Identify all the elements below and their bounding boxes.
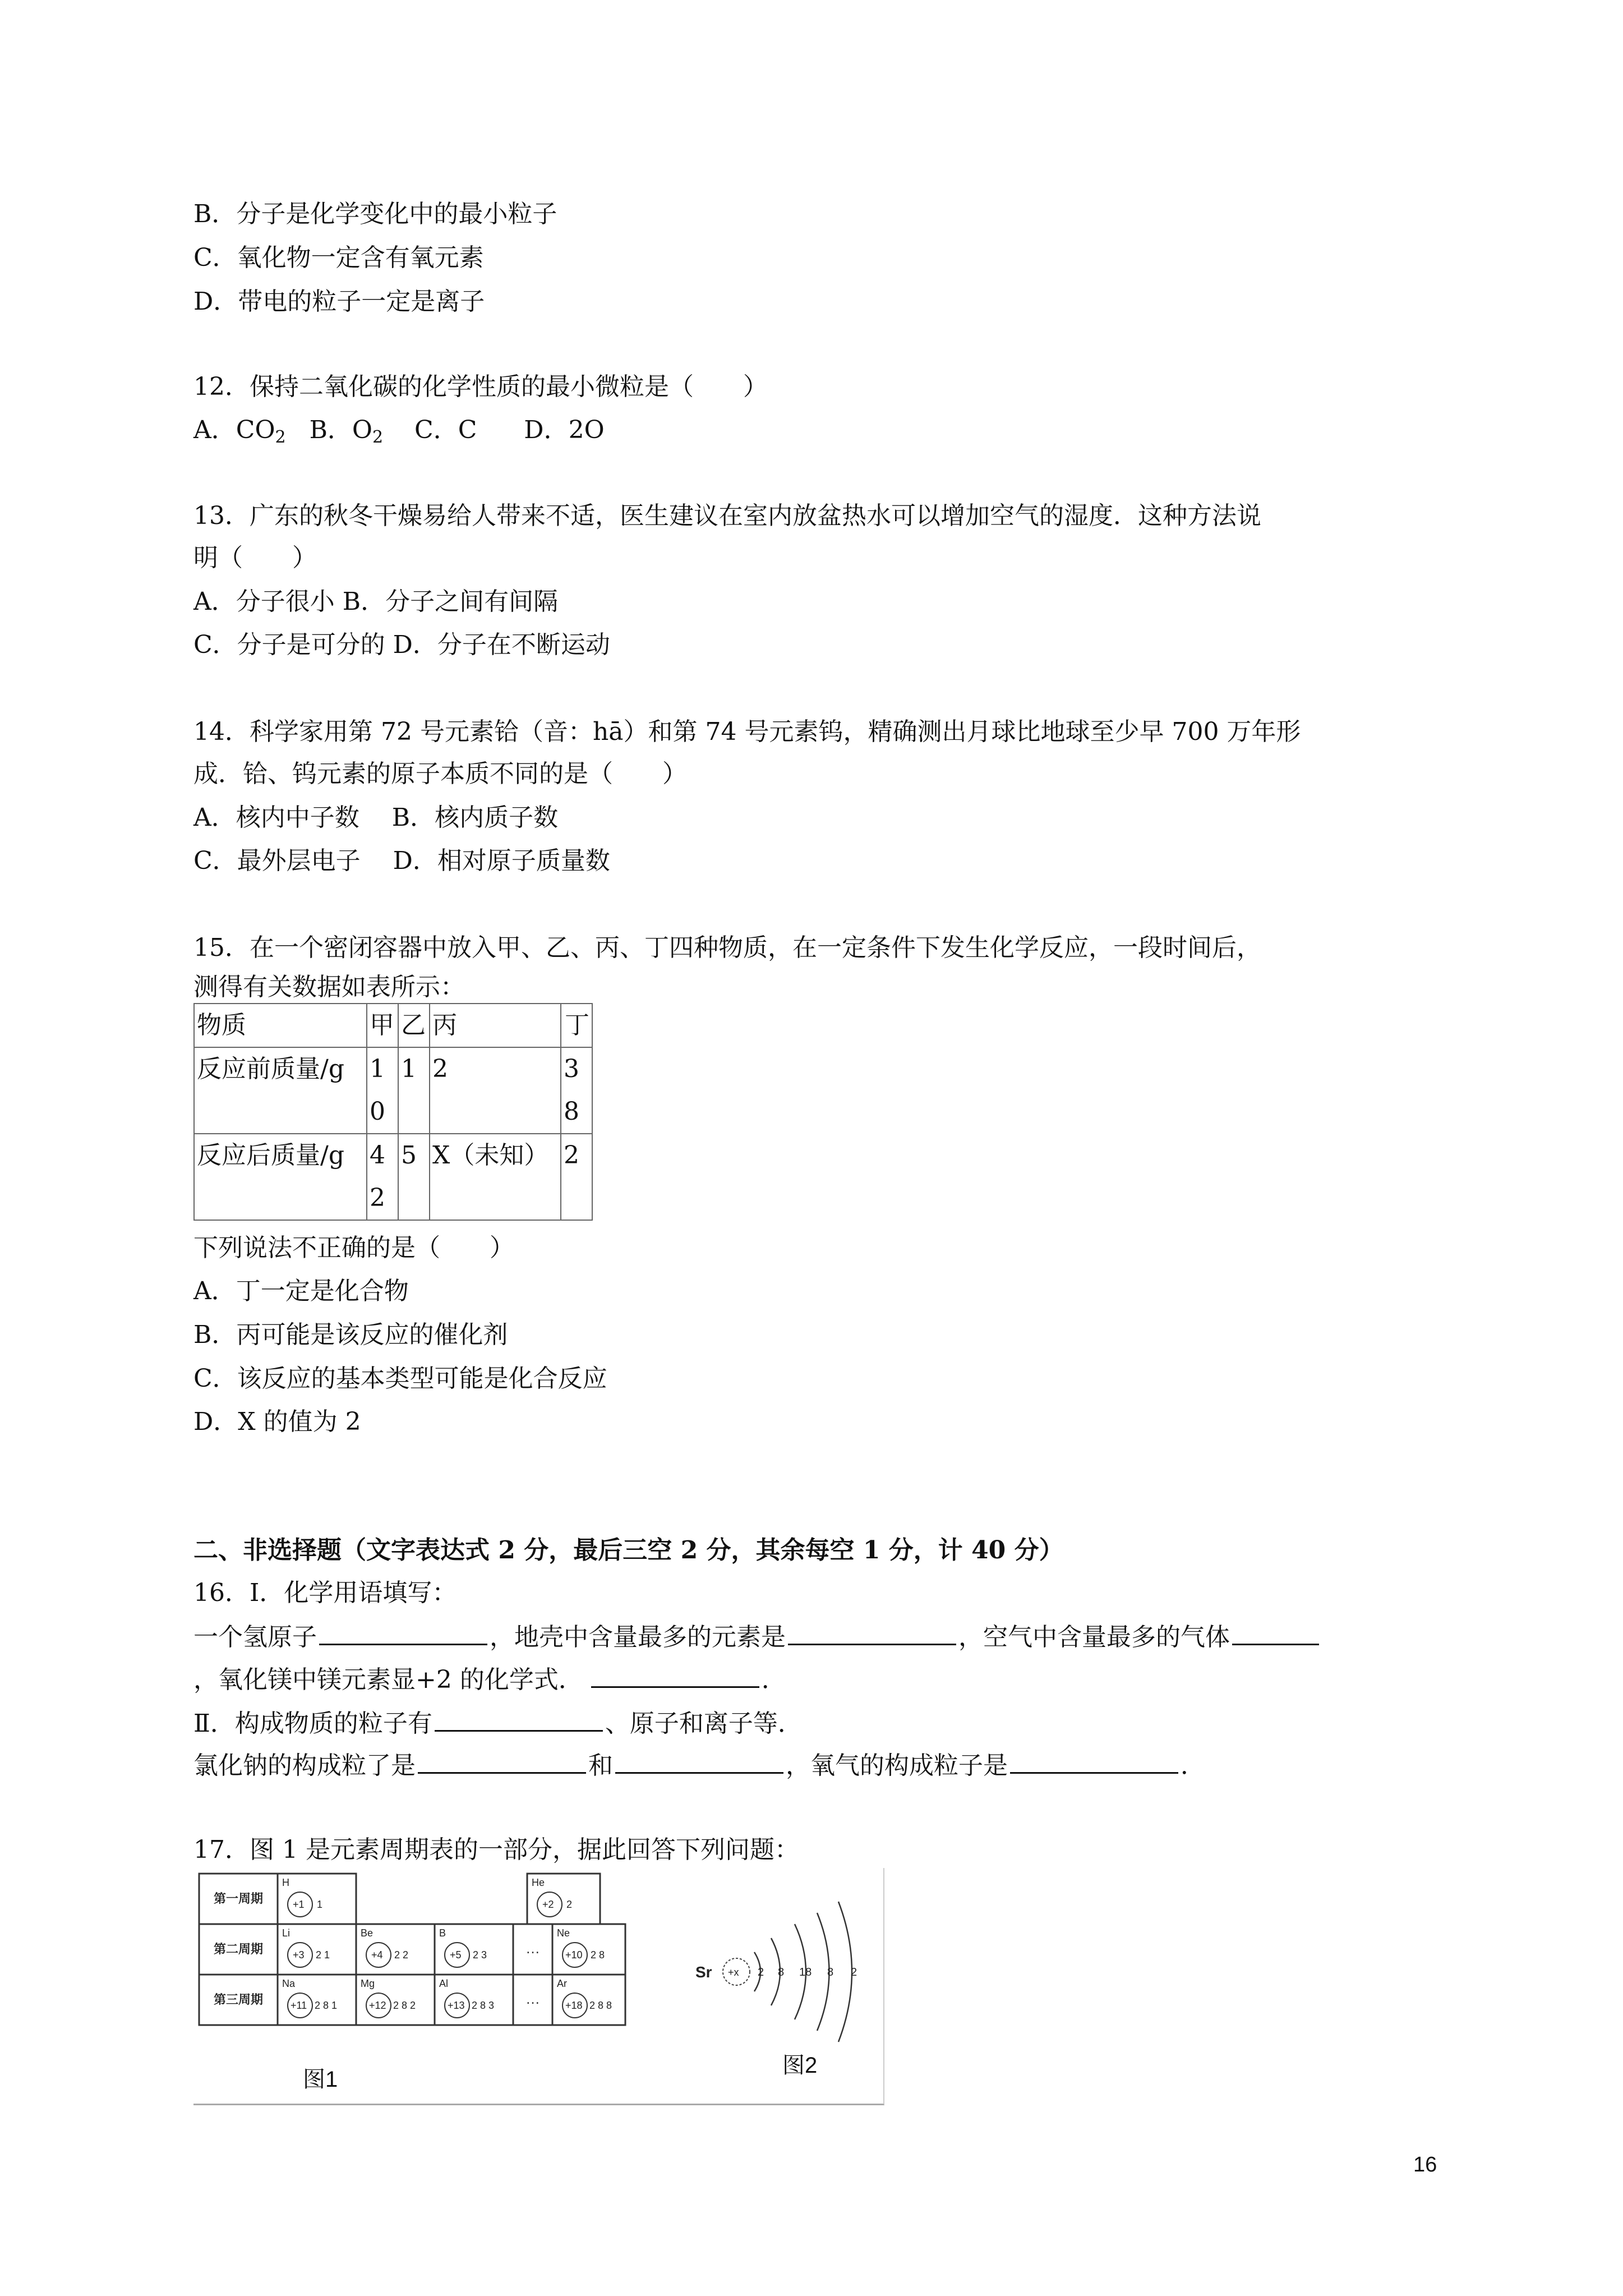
q11-option-c: C．氧化物一定含有氧元素 — [193, 243, 484, 272]
table-row — [194, 1004, 592, 1047]
q16-line2 — [193, 1619, 1321, 1654]
q16-text: ，氧化镁中镁元素显+2 的化学式． — [193, 1665, 583, 1694]
table-cell: 5 — [398, 1134, 430, 1220]
nucleus-charge: +11 — [291, 2000, 307, 2011]
q14-stem-line2: 成．铪、钨元素的原子本质不同的是（ ） — [193, 760, 687, 788]
table-cell: 反应前质量/g — [194, 1047, 367, 1134]
element-symbol: Mg — [361, 1978, 375, 1989]
electron-shells: 2 8 3 — [472, 2000, 495, 2011]
q16-text: 一个氢原子 — [193, 1623, 317, 1651]
table-cell: 10 — [367, 1047, 398, 1134]
q12-options — [193, 413, 605, 447]
electron-shells: 2 8 1 — [315, 2000, 338, 2011]
shell-electrons: 8 — [778, 1966, 785, 1978]
nucleus-charge: +5 — [450, 1949, 462, 1961]
q16-text: ． — [1181, 1751, 1205, 1780]
q15-option-b: B．丙可能是该反应的催化剂 — [193, 1320, 508, 1349]
electron-shells: 2 8 — [591, 1949, 605, 1961]
table-cell: 1 — [398, 1047, 430, 1134]
table-cell: 2 — [430, 1047, 561, 1134]
nucleus-charge: +13 — [448, 2000, 465, 2011]
electron-shells: 2 3 — [473, 1949, 487, 1961]
electron-shells: 2 8 8 — [589, 2000, 612, 2011]
answer-blank[interactable] — [1232, 1619, 1319, 1645]
nucleus-charge: +4 — [371, 1949, 383, 1961]
table-cell: 42 — [367, 1134, 398, 1220]
q13-options-cd: C．分子是可分的 D．分子在不断运动 — [193, 631, 610, 659]
element-symbol: Ne — [557, 1927, 570, 1939]
q12-option-c: C．C — [414, 416, 477, 444]
answer-blank[interactable] — [591, 1662, 759, 1688]
q12-stem: 12．保持二氧化碳的化学性质的最小微粒是（ ） — [193, 372, 768, 401]
q15-option-d: D．X 的值为 2 — [193, 1407, 361, 1436]
nucleus-charge: +3 — [293, 1949, 305, 1961]
table-cell: 2 — [561, 1134, 592, 1220]
q15-stem-line2: 测得有关数据如表所示： — [193, 973, 465, 1001]
q13-options-ab: A．分子很小 B．分子之间有间隔 — [193, 587, 559, 616]
q11-option-b: B．分子是化学变化中的最小粒子 — [193, 200, 557, 228]
q12-option-b: B．$O_2$ — [309, 416, 384, 447]
q11-option-d: D．带电的粒子一定是离子 — [193, 287, 485, 316]
ellipsis: … — [525, 1990, 540, 2007]
answer-blank[interactable] — [788, 1619, 956, 1645]
q17-stem: 17．图 1 是元素周期表的一部分，据此回答下列问题： — [193, 1835, 799, 1864]
electron-shells: 2 2 — [394, 1949, 409, 1961]
sr-symbol: Sr — [695, 1963, 712, 1981]
period-label: 第二周期 — [213, 1942, 264, 1956]
q15-option-c: C．该反应的基本类型可能是化合反应 — [193, 1364, 607, 1393]
nucleus-charge: +12 — [369, 2000, 386, 2011]
shell-electrons: 18 — [799, 1966, 812, 1978]
table-cell: 甲 — [367, 1004, 398, 1047]
nucleus-charge: +2 — [542, 1899, 554, 1910]
q16-line5 — [193, 1747, 1205, 1783]
nucleus-charge: +x — [728, 1967, 739, 1978]
table-cell: 反应后质量/g — [194, 1134, 367, 1220]
nucleus-charge: +1 — [293, 1899, 305, 1910]
q15-stem-line1: 15．在一个密闭容器中放入甲、乙、丙、丁四种物质，在一定条件下发生化学反应，一段时间后， — [193, 933, 1261, 962]
q16-text: ，地壳中含量最多的元素是 — [490, 1623, 786, 1651]
table-row — [194, 1134, 592, 1220]
q16-text: ，空气中含量最多的气体 — [958, 1623, 1230, 1651]
ellipsis: … — [525, 1940, 540, 1957]
element-symbol: Al — [439, 1978, 449, 1989]
sr-atom-diagram — [695, 1902, 857, 2042]
shell-electrons: 2 — [851, 1966, 857, 1978]
page-number: 16 — [1413, 2153, 1437, 2177]
mass-table — [193, 1003, 593, 1221]
electron-shells: 2 — [566, 1899, 573, 1910]
shell-electrons: 2 — [758, 1966, 764, 1978]
q12-option-d: D．2O — [524, 416, 605, 444]
q16-line3 — [193, 1662, 786, 1697]
table-cell: 丁 — [561, 1004, 592, 1047]
q16-text: ． — [761, 1665, 786, 1694]
table-cell: X（未知） — [430, 1134, 561, 1220]
electron-shells: 1 — [317, 1899, 323, 1910]
electron-shells: 2 1 — [316, 1949, 330, 1961]
answer-blank[interactable] — [418, 1747, 586, 1774]
q14-options-ab: A．核内中子数 B．核内质子数 — [193, 803, 559, 832]
answer-blank[interactable] — [615, 1747, 783, 1774]
figure-1-caption: 图1 — [303, 2067, 338, 2092]
q14-stem-line1: 14．科学家用第 72 号元素铪（音：hā）和第 74 号元素钨，精确测出月球比地球至少早 700 万年形 — [193, 717, 1301, 746]
element-symbol: B — [439, 1927, 446, 1939]
q16-text: ，氧气的构成粒子是 — [786, 1751, 1008, 1780]
table-cell: 丙 — [430, 1004, 561, 1047]
answer-blank[interactable] — [435, 1705, 603, 1732]
q16-text: 、原子和离子等． — [605, 1709, 803, 1738]
element-symbol: H — [282, 1877, 289, 1888]
figure-2-caption: 图2 — [782, 2053, 818, 2078]
shell-electrons: 8 — [827, 1966, 834, 1978]
table-cell: 乙 — [398, 1004, 430, 1047]
element-symbol: Na — [282, 1978, 296, 1989]
q16-text: 氯化钠的构成粒了是 — [193, 1751, 416, 1780]
q13-stem-line2: 明（ ） — [193, 544, 317, 572]
table-row — [194, 1047, 592, 1134]
q16-line1: 16．Ⅰ．化学用语填写： — [193, 1579, 457, 1607]
element-symbol: Li — [282, 1927, 291, 1939]
answer-blank[interactable] — [1010, 1747, 1178, 1774]
table-cell: 物质 — [194, 1004, 367, 1047]
periodic-table-diagram — [193, 1868, 883, 2104]
q15-question: 下列说法不正确的是（ ） — [193, 1234, 514, 1262]
table-cell: 38 — [561, 1047, 592, 1134]
q15-option-a: A．丁一定是化合物 — [193, 1277, 409, 1305]
element-symbol: Ar — [557, 1978, 567, 1989]
period-label: 第一周期 — [213, 1892, 264, 1906]
element-symbol: He — [532, 1877, 545, 1888]
q13-stem-line1: 13．广东的秋冬干燥易给人带来不适，医生建议在室内放盆热水可以增加空气的湿度．这种方法说 — [193, 501, 1261, 530]
q14-options-cd: C．最外层电子 D．相对原子质量数 — [193, 846, 610, 875]
electron-shells: 2 8 2 — [393, 2000, 416, 2011]
element-symbol: Be — [361, 1927, 374, 1939]
nucleus-charge: +10 — [565, 1949, 583, 1961]
q16-text: 和 — [588, 1751, 613, 1780]
answer-blank[interactable] — [319, 1619, 487, 1645]
q12-option-a: A．$CO_2$ — [193, 416, 286, 447]
figure-1 — [193, 1868, 884, 2105]
q16-line4 — [193, 1705, 803, 1741]
nucleus-charge: +18 — [565, 2000, 583, 2011]
q16-text: Ⅱ．构成物质的粒子有 — [193, 1709, 432, 1738]
period-label: 第三周期 — [213, 1993, 264, 2007]
section2-title: 二、非选择题（文字表达式 2 分，最后三空 2 分，其余每空 1 分，计 40 分） — [193, 1536, 1064, 1565]
